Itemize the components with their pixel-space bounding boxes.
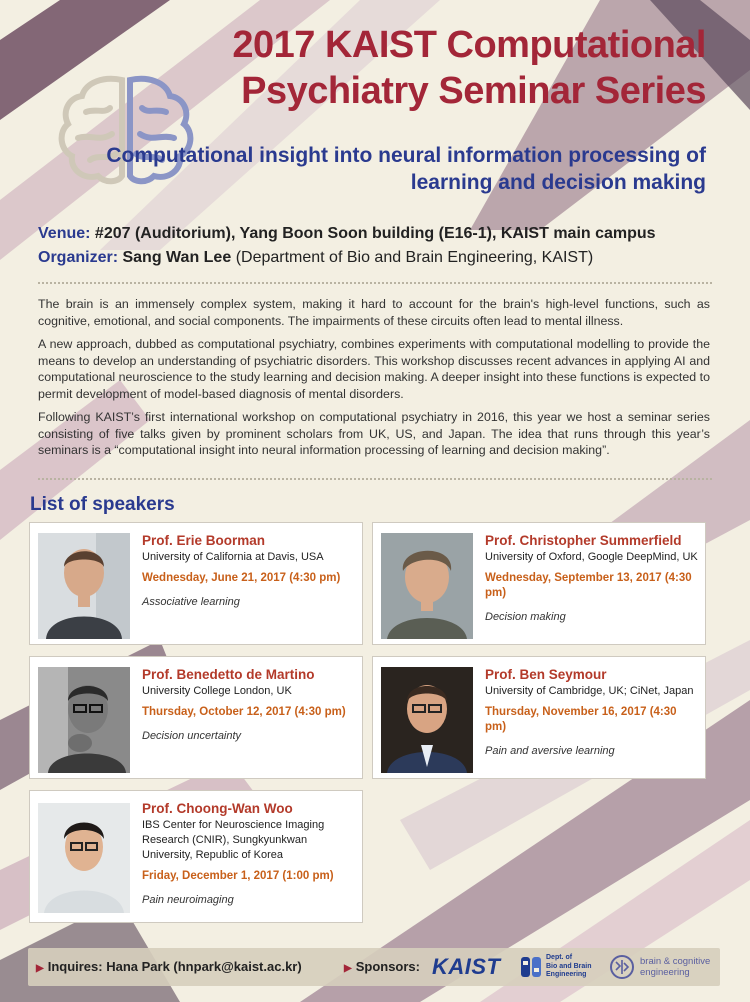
speaker-topic: Pain neuroimaging (142, 894, 234, 906)
title-line-1: 2017 KAIST Computational (232, 24, 706, 66)
speaker-date: Wednesday, June 21, 2017 (4:30 pm) (142, 572, 341, 584)
venue-line (38, 222, 728, 246)
arrow-right-icon: ▶ (36, 963, 44, 974)
bbe-logo-line: Engineering (546, 971, 587, 978)
bbe-logo-line: Dept. of (546, 954, 573, 961)
speaker-photo (38, 803, 130, 913)
speaker-date: Thursday, November 16, 2017 (4:30 pm) (485, 706, 677, 733)
speaker-affiliation: University College London, UK (142, 685, 292, 697)
speaker-card (29, 522, 363, 645)
speaker-name: Prof. Ben Seymour (485, 667, 607, 682)
sponsors-label: Sponsors: (355, 959, 420, 974)
divider (38, 478, 712, 480)
event-meta (38, 222, 728, 270)
speaker-affiliation: University of California at Davis, USA (142, 551, 324, 563)
speaker-info (485, 532, 699, 625)
sponsors-info (344, 959, 420, 974)
speaker-photo (38, 667, 130, 773)
bbe-logo-text (546, 954, 592, 980)
speaker-card (372, 522, 706, 645)
title-line-2: Psychiatry Seminar Series (241, 70, 706, 112)
speaker-date: Thursday, October 12, 2017 (4:30 pm) (142, 706, 346, 718)
bbe-logo-icon (520, 956, 542, 978)
venue-label: Venue: (38, 225, 91, 242)
speaker-affiliation: IBS Center for Neuroscience Imaging Research (CNIR), Sungkyunkwan University, Republic of Korea (142, 819, 325, 861)
speaker-affiliation: University of Oxford, Google DeepMind, UK (485, 551, 698, 563)
speaker-card (29, 790, 363, 923)
speaker-card (372, 656, 706, 779)
speakers-heading: List of speakers (30, 494, 175, 515)
organizer-detail: (Department of Bio and Brain Engineering, KAIST) (235, 249, 594, 266)
intro-paragraph-2: A new approach, dubbed as computational psychiatry, combines experiments with computational modelling to provide the means to develop an understanding of psychiatric disorders. This workshop discusses recent advances in applying AI and computational neuroscience to the study learning and decision making. A deeper insight into these functions is expected to permit development of model-based diagnosis of mental disorders. (38, 337, 710, 401)
arrow-right-icon: ▶ (344, 963, 352, 974)
speaker-photo (381, 533, 473, 639)
bbe-logo-line: Bio and Brain (546, 962, 592, 970)
speaker-date: Friday, December 1, 2017 (1:00 pm) (142, 870, 334, 882)
speaker-affiliation: University of Cambridge, UK; CiNet, Japan (485, 685, 694, 697)
speaker-date: Wednesday, September 13, 2017 (4:30 pm) (485, 572, 692, 599)
speaker-card (29, 656, 363, 779)
page-title (146, 22, 706, 114)
inquires-info (36, 959, 302, 974)
organizer-name: Sang Wan Lee (122, 249, 232, 266)
organizer-label: Organizer: (38, 249, 119, 266)
bce-logo-text (640, 957, 710, 978)
speaker-info (142, 666, 356, 744)
speaker-name: Prof. Benedetto de Martino (142, 667, 315, 682)
speaker-topic: Pain and aversive learning (485, 745, 615, 757)
speaker-topic: Decision uncertainty (142, 730, 242, 742)
speaker-name: Prof. Christopher Summerfield (485, 533, 682, 548)
bce-logo-line: brain & cognitive (640, 956, 711, 967)
speaker-info (485, 666, 699, 759)
speaker-photo (381, 667, 473, 773)
bce-logo-icon (610, 954, 634, 980)
subtitle-line-1: Computational insight into neural information processing of (106, 144, 706, 167)
speaker-name: Prof. Erie Boorman (142, 533, 266, 548)
intro-paragraph-3: Following KAIST’s first international workshop on computational psychiatry in 2016, this year we host a seminar series consisting of five talks given by prominent scholars from UK, US, and Japan. The idea that runs through this year’s seminars is a “computational insight into neural information processing of learning and decision making”. (38, 410, 710, 457)
speaker-name: Prof. Choong-Wan Woo (142, 801, 293, 816)
inquires-text: Inquires: Hana Park (hnpark@kaist.ac.kr) (47, 959, 302, 974)
page-subtitle (66, 142, 706, 196)
intro-paragraph-1: The brain is an immensely complex system, making it hard to account for the brain's high-level functions, such as cognitive, emotional, and social components. The impairments of these circuits often lead to mental illness. (38, 297, 710, 328)
venue-value: #207 (Auditorium), Yang Boon Soon building (E16-1), KAIST main campus (94, 225, 656, 242)
footer-bar (28, 948, 720, 986)
speaker-topic: Associative learning (142, 596, 240, 608)
intro-text (38, 296, 710, 466)
kaist-logo: KAIST (432, 954, 501, 979)
bce-logo-line: engineering (640, 966, 690, 978)
organizer-line (38, 246, 728, 270)
subtitle-line-2: learning and decision making (410, 171, 706, 194)
speaker-photo (38, 533, 130, 639)
speaker-info (142, 532, 356, 610)
speaker-info (142, 800, 356, 908)
divider (38, 282, 712, 284)
speaker-topic: Decision making (485, 611, 566, 623)
